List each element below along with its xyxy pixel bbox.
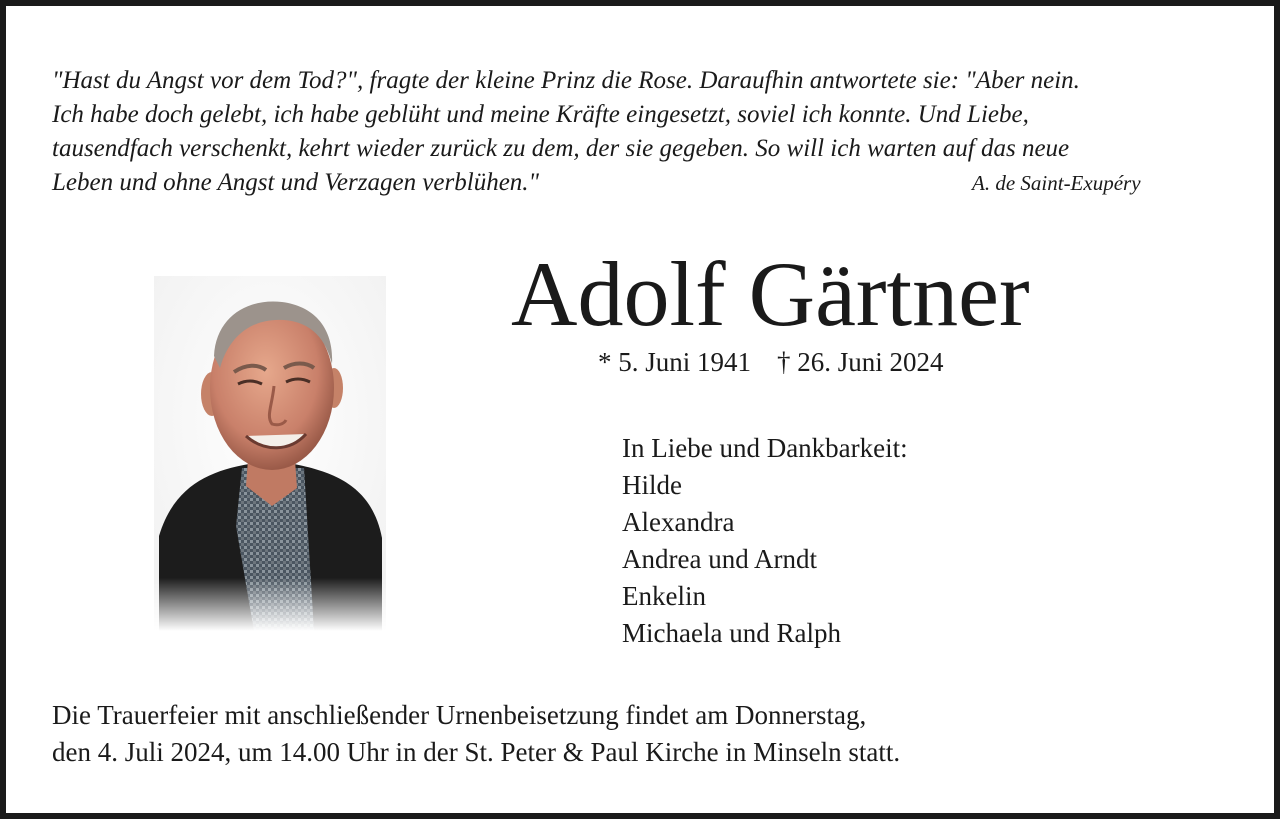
quote-line-last	[52, 166, 1252, 200]
quote-line: tausendfach verschenkt, kehrt wieder zurück zu dem, der sie gegeben. So will ich warten auf das neue	[52, 135, 1070, 162]
quote-line: Leben und ohne Angst und Verzagen verblühen."	[52, 169, 540, 196]
quote-attribution: A. de Saint-Exupéry	[972, 171, 1141, 195]
service-announcement	[52, 697, 900, 771]
mourners-list	[622, 430, 908, 652]
mourner-name: Alexandra	[622, 507, 735, 537]
mourners-heading: In Liebe und Dankbarkeit:	[622, 433, 908, 463]
service-line: den 4. Juli 2024, um 14.00 Uhr in der St. Peter & Paul Kirche in Minseln statt.	[52, 737, 901, 767]
birth-date: * 5. Juni 1941	[598, 347, 752, 377]
quote-block	[52, 64, 1252, 200]
deceased-name: Adolf Gärtner	[511, 243, 1030, 345]
quote-line: "Hast du Angst vor dem Tod?", fragte der kleine Prinz die Rose. Daraufhin antwortete sie: "Aber nein.	[52, 67, 1080, 94]
quote-line: Ich habe doch gelebt, ich habe geblüht und meine Kräfte eingesetzt, soviel ich konnte. Und Liebe,	[52, 101, 1029, 128]
life-dates	[598, 347, 944, 378]
mourner-name: Enkelin	[622, 581, 706, 611]
service-line: Die Trauerfeier mit anschließender Urnenbeisetzung findet am Donnerstag,	[52, 700, 867, 730]
mourner-name: Hilde	[622, 470, 682, 500]
portrait-image	[154, 276, 386, 631]
death-date: † 26. Juni 2024	[777, 347, 944, 377]
mourner-name: Michaela und Ralph	[622, 618, 841, 648]
mourner-name: Andrea und Arndt	[622, 544, 817, 574]
portrait-photo	[126, 264, 406, 644]
